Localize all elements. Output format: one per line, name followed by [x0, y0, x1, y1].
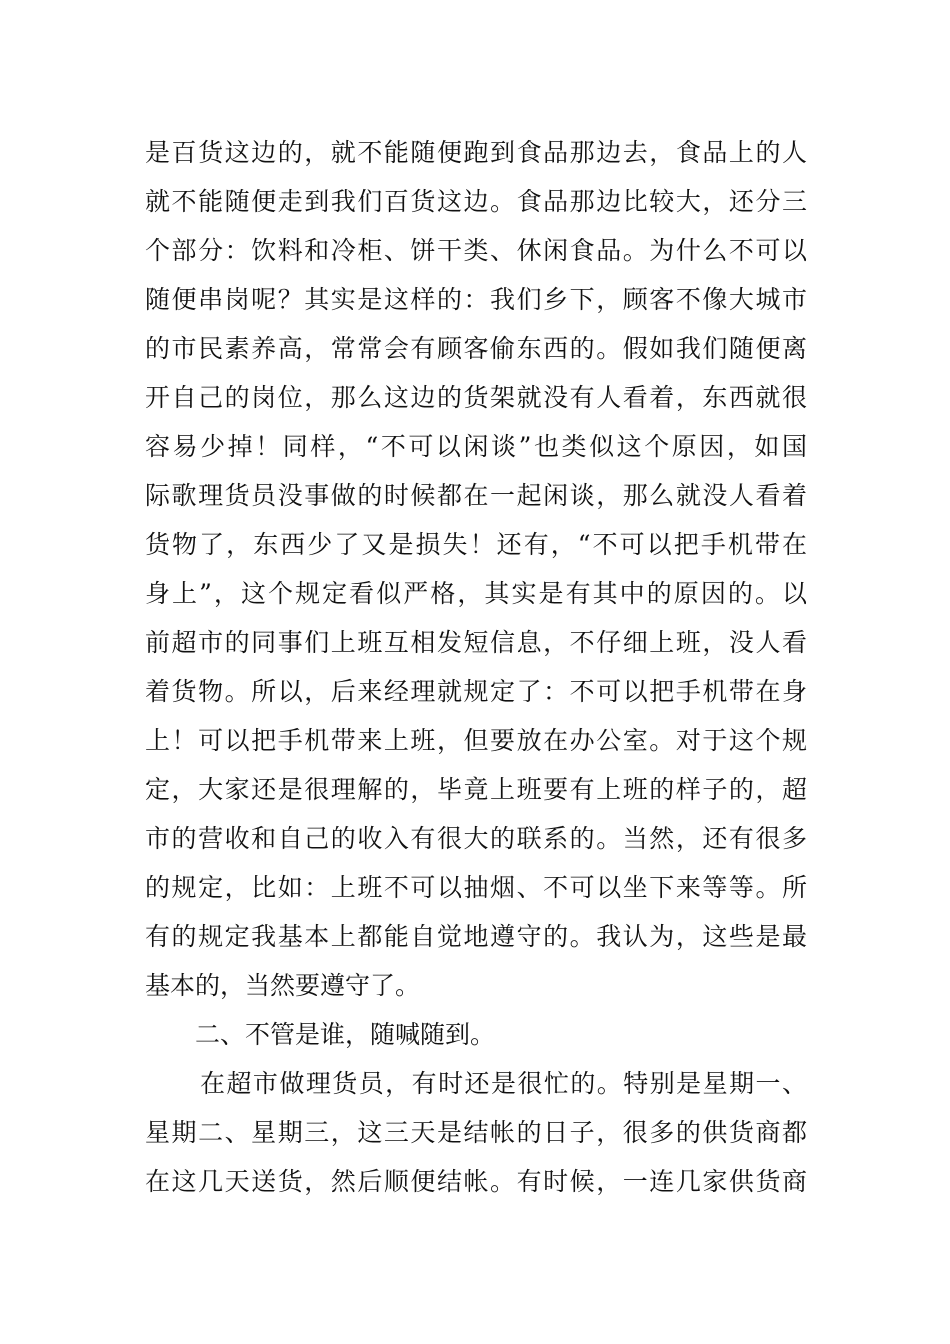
text-line: 际歌理货员没事做的时候都在一起闲谈，那么就没人看着	[145, 481, 807, 510]
text-line: 随便串岗呢？其实是这样的：我们乡下，顾客不像大城市	[145, 285, 807, 314]
text-line: 有的规定我基本上都能自觉地遵守的。我认为，这些是最	[145, 922, 807, 951]
text-line-last: 基本的，当然要遵守了。	[145, 971, 421, 1000]
text-line: 在这几天送货，然后顺便结帐。有时候，一连几家供货商	[145, 1167, 807, 1196]
document-body	[145, 128, 807, 1206]
text-line: 的规定，比如：上班不可以抽烟、不可以坐下来等等。所	[145, 873, 807, 902]
paragraph-first-line: 在超市做理货员，有时还是很忙的。特别是星期一、	[200, 1069, 807, 1098]
text-line: 是百货这边的，就不能随便跑到食品那边去，食品上的人	[145, 138, 807, 167]
text-line: 市的营收和自己的收入有很大的联系的。当然，还有很多	[145, 824, 807, 853]
text-line: 开自己的岗位，那么这边的货架就没有人看着，东西就很	[145, 383, 807, 412]
text-line: 着货物。所以，后来经理就规定了：不可以把手机带在身	[145, 677, 807, 706]
text-line: 身上”，这个规定看似严格，其实是有其中的原因的。以	[145, 579, 807, 608]
text-line: 的市民素养高，常常会有顾客偷东西的。假如我们随便离	[145, 334, 807, 363]
text-line: 货物了，东西少了又是损失！还有，“不可以把手机带在	[145, 530, 807, 559]
text-line: 前超市的同事们上班互相发短信息，不仔细上班，没人看	[145, 628, 807, 657]
section-heading: 二、不管是谁，随喊随到。	[195, 1020, 496, 1049]
text-line: 就不能随便走到我们百货这边。食品那边比较大，还分三	[145, 187, 807, 216]
text-line: 定，大家还是很理解的，毕竟上班要有上班的样子的，超	[145, 775, 807, 804]
text-line: 上！可以把手机带来上班，但要放在办公室。对于这个规	[145, 726, 807, 755]
text-line: 星期二、星期三，这三天是结帐的日子，很多的供货商都	[145, 1118, 807, 1147]
text-line: 容易少掉！同样，“不可以闲谈”也类似这个原因，如国	[145, 432, 807, 461]
text-line: 个部分：饮料和冷柜、饼干类、休闲食品。为什么不可以	[145, 236, 807, 265]
